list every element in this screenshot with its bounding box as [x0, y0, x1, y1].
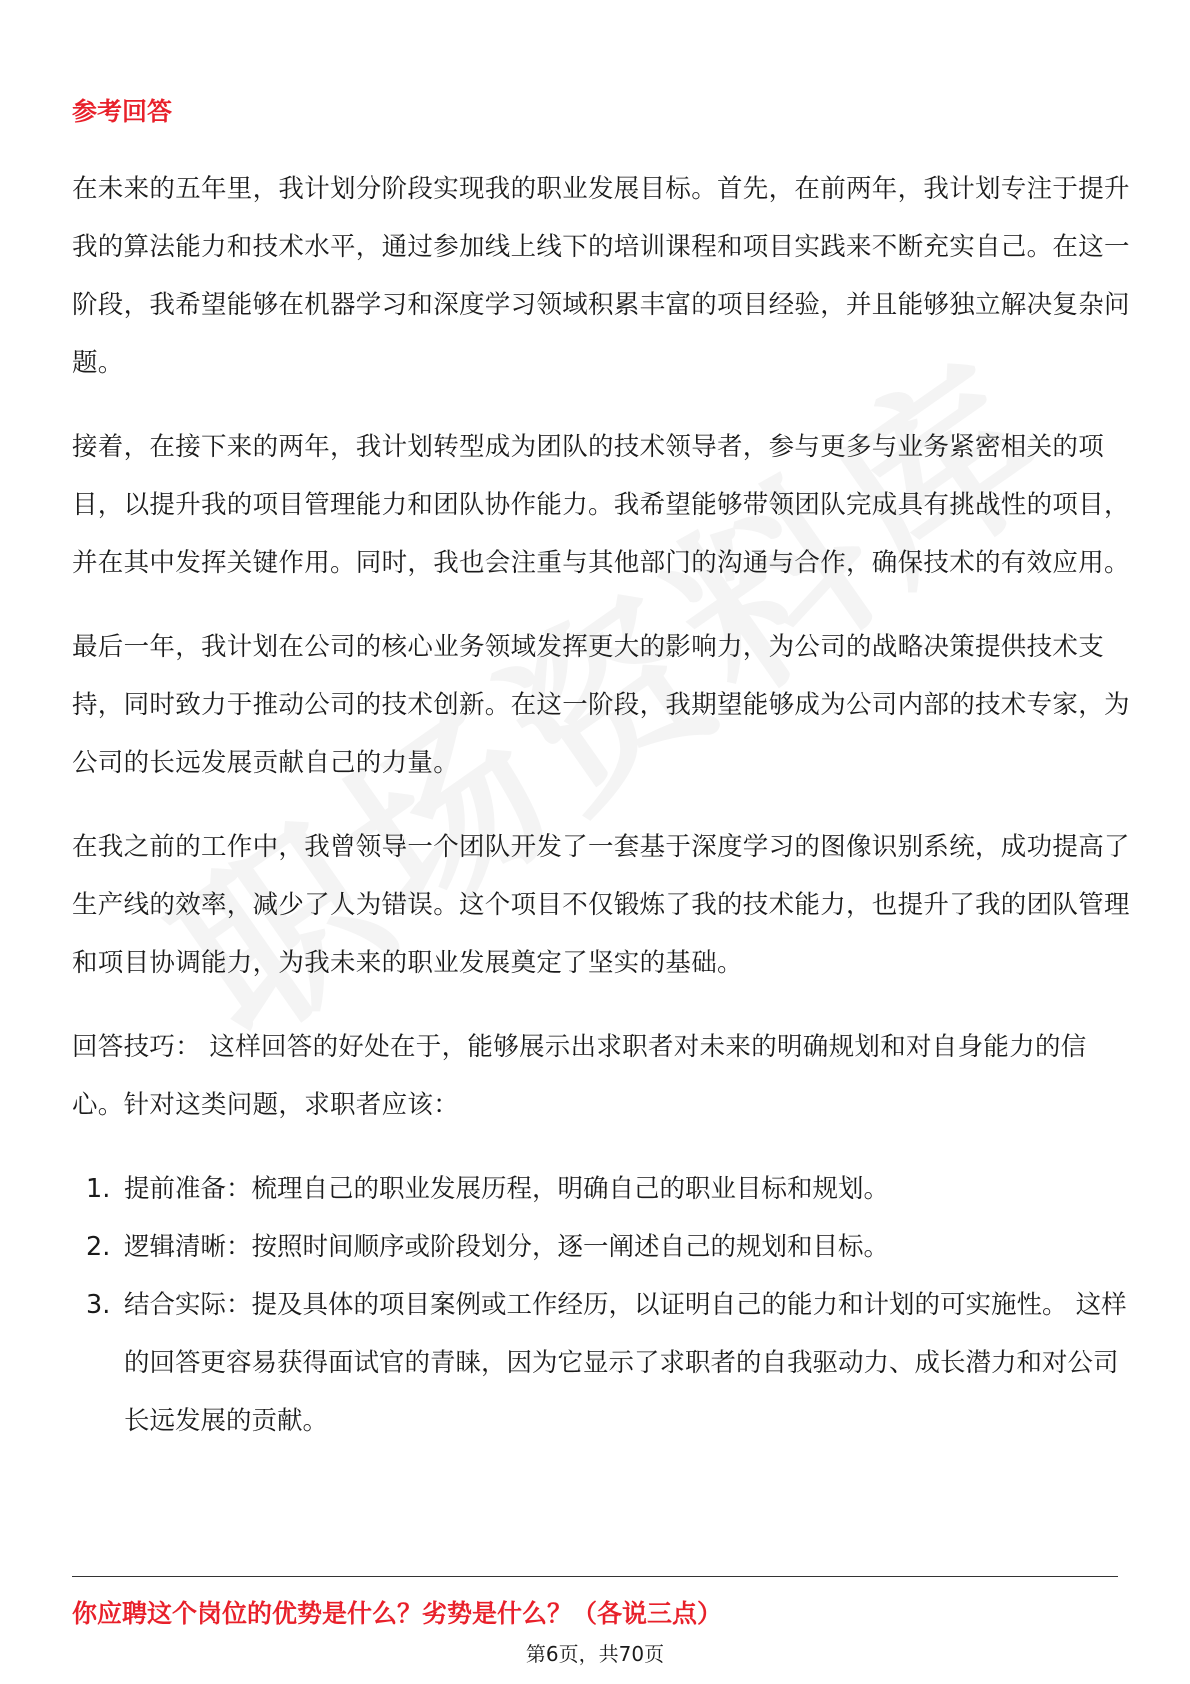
section-title: 参考回答: [72, 97, 173, 126]
list-item-text: 结合实际：提及具体的项目案例或工作经历，以证明自己的能力和计划的可实施性。 这样的回答更容易获得面试官的青睐，因为它显示了求职者的自我驱动力、成长潜力和对公司长远发展的贡献。: [124, 1290, 1127, 1436]
answer-paragraph-3: 最后一年，我计划在公司的核心业务领域发挥更大的影响力，为公司的战略决策提供技术支持，同时致力于推动公司的技术创新。在这一阶段，我期望能够成为公司内部的技术专家，为公司的长远发展贡献自己的力量。: [72, 632, 1130, 778]
list-item: [72, 1276, 1132, 1450]
list-item-text: 提前准备：梳理自己的职业发展历程，明确自己的职业目标和规划。: [124, 1174, 890, 1204]
answer-paragraph-4: 在我之前的工作中，我曾领导一个团队开发了一套基于深度学习的图像识别系统，成功提高了生产线的效率，减少了人为错误。这个项目不仅锻炼了我的技术能力，也提升了我的团队管理和项目协调能力，为我未来的职业发展奠定了坚实的基础。: [72, 832, 1130, 978]
answer-paragraph-2: 接着，在接下来的两年，我计划转型成为团队的技术领导者，参与更多与业务紧密相关的项目，以提升我的项目管理能力和团队协作能力。我希望能够带领团队完成具有挑战性的项目，并在其中发挥关键作用。同时，我也会注重与其他部门的沟通与合作，确保技术的有效应用。: [72, 432, 1130, 578]
page-number: 第6页，共70页: [525, 1642, 665, 1666]
list-item-number: 1.: [86, 1174, 111, 1204]
answer-content: [72, 160, 1132, 1450]
list-item-text: 逻辑清晰：按照时间顺序或阶段划分，逐一阐述自己的规划和目标。: [124, 1232, 890, 1262]
section-divider: [72, 1576, 1118, 1577]
tips-paragraph: 回答技巧： 这样回答的好处在于，能够展示出求职者对未来的明确规划和对自身能力的信心。针对这类问题，求职者应该：: [72, 1032, 1087, 1120]
list-item: [72, 1160, 1132, 1218]
list-item-number: 3.: [86, 1290, 111, 1320]
tips-list: [72, 1160, 1132, 1450]
next-question-title: 你应聘这个岗位的优势是什么？劣势是什么？（各说三点）: [72, 1599, 723, 1628]
list-item: [72, 1218, 1132, 1276]
answer-paragraph-1: 在未来的五年里，我计划分阶段实现我的职业发展目标。首先，在前两年，我计划专注于提升我的算法能力和技术水平，通过参加线上线下的培训课程和项目实践来不断充实自己。在这一阶段，我希望能够在机器学习和深度学习领域积累丰富的项目经验，并且能够独立解决复杂问题。: [72, 174, 1130, 378]
list-item-number: 2.: [86, 1232, 111, 1262]
